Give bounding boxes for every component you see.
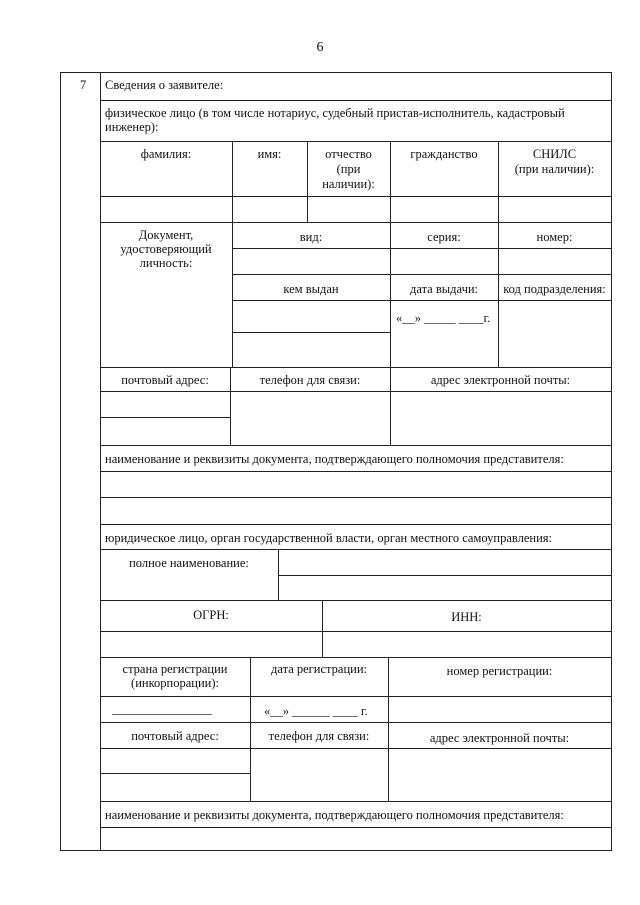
postal-address-field-2[interactable] bbox=[101, 418, 230, 444]
doc-type-field[interactable] bbox=[233, 249, 390, 273]
legal-email-label: адрес электронной почты: bbox=[429, 731, 570, 745]
patronymic-label-3: наличии): bbox=[322, 177, 375, 191]
row-number: 7 bbox=[80, 78, 87, 92]
rep-doc-label: наименование и реквизиты документа, подтверждающего полномочия представителя: bbox=[105, 452, 564, 466]
divider bbox=[232, 274, 611, 275]
citizenship-field[interactable] bbox=[391, 197, 498, 221]
email-field[interactable] bbox=[391, 392, 611, 444]
issued-by-label: кем выдан bbox=[283, 282, 339, 296]
doc-number-label: номер: bbox=[536, 230, 573, 244]
page-number: 6 bbox=[316, 40, 324, 55]
phone-label: телефон для связи: bbox=[259, 373, 361, 387]
rep-doc-field-1[interactable] bbox=[101, 472, 611, 496]
table-top-border bbox=[60, 72, 612, 73]
reg-date-label: дата регистрации: bbox=[271, 662, 367, 676]
legal-email-field[interactable] bbox=[389, 749, 611, 800]
reg-number-field[interactable] bbox=[389, 697, 611, 721]
ogrn-label: ОГРН: bbox=[193, 608, 229, 622]
phone-field[interactable] bbox=[231, 392, 390, 444]
legal-rep-doc-field[interactable] bbox=[101, 828, 611, 849]
legal-phone-label: телефон для связи: bbox=[268, 729, 370, 743]
name-field[interactable] bbox=[233, 197, 307, 221]
inn-label: ИНН: bbox=[451, 610, 482, 624]
divider bbox=[100, 524, 611, 525]
patronymic-label-2: (при bbox=[336, 162, 361, 176]
legal-rep-doc-label: наименование и реквизиты документа, подтверждающего полномочия представителя: bbox=[105, 808, 564, 822]
legal-heading: юридическое лицо, орган государственной власти, орган местного самоуправления: bbox=[105, 531, 553, 545]
doc-type-label: вид: bbox=[299, 230, 323, 244]
legal-phone-field[interactable] bbox=[251, 749, 388, 800]
individual-heading-2: инженер): bbox=[105, 120, 159, 134]
issue-date-field[interactable]: «__» _____ ____г. bbox=[396, 311, 491, 325]
patronymic-field[interactable] bbox=[308, 197, 390, 221]
legal-postal-address-field-2[interactable] bbox=[101, 774, 250, 800]
email-label: адрес электронной почты: bbox=[430, 373, 571, 387]
divider bbox=[100, 141, 611, 142]
divider bbox=[100, 600, 611, 601]
id-doc-label-2: удостоверяющий bbox=[120, 242, 212, 256]
legal-postal-address-label: почтовый адрес: bbox=[131, 729, 219, 743]
issued-by-field-1[interactable] bbox=[233, 301, 390, 331]
ogrn-field[interactable] bbox=[101, 632, 322, 656]
patronymic-label-1: отчество bbox=[325, 147, 372, 161]
postal-address-field-1[interactable] bbox=[101, 392, 230, 416]
country-field[interactable]: ________________ bbox=[112, 702, 212, 716]
table-left-border bbox=[60, 72, 61, 850]
country-label-2: (инкорпорации): bbox=[131, 676, 219, 690]
doc-series-field[interactable] bbox=[391, 249, 498, 273]
division-code-field[interactable] bbox=[499, 301, 611, 366]
surname-label: фамилия: bbox=[140, 147, 192, 161]
surname-field[interactable] bbox=[101, 197, 232, 221]
snils-field[interactable] bbox=[499, 197, 611, 221]
name-label: имя: bbox=[257, 147, 282, 161]
table-right-border bbox=[611, 72, 612, 850]
issued-by-field-2[interactable] bbox=[233, 333, 390, 366]
divider bbox=[100, 222, 611, 223]
divider bbox=[100, 657, 611, 658]
full-name-field-2[interactable] bbox=[279, 576, 611, 600]
id-doc-label-3: личность: bbox=[139, 256, 193, 270]
doc-number-field[interactable] bbox=[499, 249, 611, 273]
divider bbox=[100, 100, 611, 101]
inn-field[interactable] bbox=[323, 632, 611, 656]
country-label-1: страна регистрации bbox=[122, 662, 228, 676]
snils-label-2: (при наличии): bbox=[514, 162, 595, 176]
divider bbox=[100, 722, 611, 723]
divider bbox=[100, 801, 611, 802]
id-doc-label-1: Документ, bbox=[138, 228, 194, 242]
citizenship-label: гражданство bbox=[410, 147, 478, 161]
doc-series-label: серия: bbox=[427, 230, 461, 244]
legal-postal-address-field-1[interactable] bbox=[101, 749, 250, 772]
individual-heading-1: физическое лицо (в том числе нотариус, судебный пристав-исполнитель, кадастровый bbox=[105, 106, 565, 120]
divider bbox=[100, 367, 611, 368]
table-bottom-border bbox=[60, 850, 612, 851]
postal-address-label: почтовый адрес: bbox=[121, 373, 209, 387]
full-name-label: полное наименование: bbox=[129, 556, 249, 570]
section-title: Сведения о заявителе: bbox=[105, 78, 224, 92]
snils-label-1: СНИЛС bbox=[532, 147, 577, 161]
reg-date-field[interactable]: «__» ______ ____ г. bbox=[264, 704, 368, 718]
full-name-field-1[interactable] bbox=[279, 550, 611, 574]
division-code-label: код подразделения: bbox=[503, 282, 606, 296]
issue-date-label: дата выдачи: bbox=[409, 282, 479, 296]
rep-doc-field-2[interactable] bbox=[101, 498, 611, 523]
reg-number-label: номер регистрации: bbox=[446, 664, 553, 678]
divider bbox=[100, 445, 611, 446]
